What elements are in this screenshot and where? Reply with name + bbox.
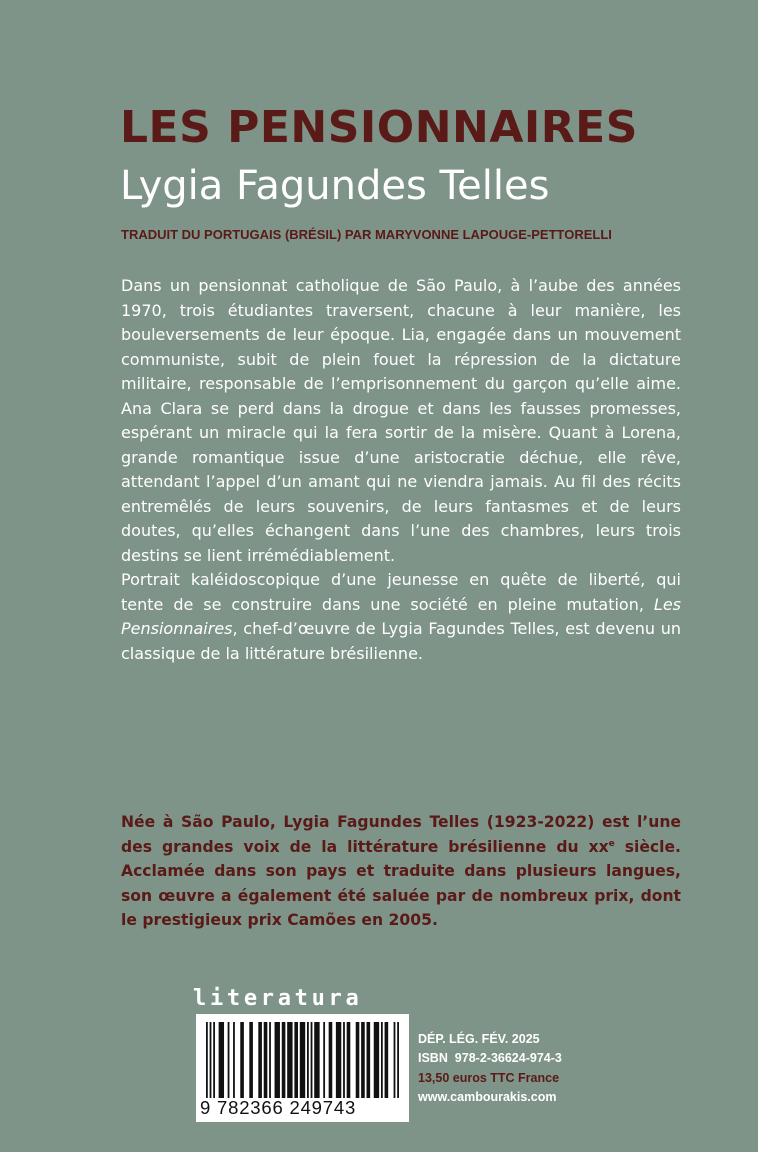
barcode-bar xyxy=(300,1022,305,1098)
barcode-bars xyxy=(206,1022,399,1098)
barcode-bar xyxy=(329,1022,333,1098)
author-bio xyxy=(121,810,681,933)
barcode-bar xyxy=(294,1022,298,1098)
barcode-bar xyxy=(269,1022,271,1098)
summary-book-title: Les Pensionnaires xyxy=(121,594,681,638)
isbn-number: ISBN 978-2-36624-974-3 xyxy=(418,1051,562,1066)
barcode-bar xyxy=(228,1022,230,1098)
price: 13,50 euros TTC France xyxy=(418,1070,560,1085)
barcode-bar xyxy=(282,1022,286,1098)
barcode-bar xyxy=(249,1022,253,1098)
barcode-bar xyxy=(219,1022,224,1098)
isbn-barcode xyxy=(196,1014,409,1122)
book-title: LES PENSIONNAIRES xyxy=(120,102,638,153)
barcode-bar xyxy=(361,1022,365,1098)
barcode-bar xyxy=(374,1022,379,1098)
barcode-bar xyxy=(314,1022,319,1098)
bio-text: siècle. Acclamée dans son pays et traduite dans plusieurs langues, son œuvre a également été saluée par de nombreux prix, dont le prestigieux prix Camões en 2005. xyxy=(121,837,681,929)
barcode-bar xyxy=(367,1022,371,1098)
legal-deposit: DÉP. LÉG. FÉV. 2025 xyxy=(418,1032,540,1046)
barcode-bar xyxy=(206,1022,208,1098)
barcode-bar xyxy=(264,1022,268,1098)
book-author: Lygia Fagundes Telles xyxy=(120,163,550,209)
barcode-bar xyxy=(356,1022,360,1098)
summary-paragraph-1: Dans un pensionnat catholique de São Paulo, à l’aube des années 1970, trois étudiantes traversent, chacune à leur manière, les bouleversements de leur époque. Lia, engagée dans un mouvement communiste, subit de plein fouet la répression de la dictature militaire, responsable de l’emprisonnement du garçon qu’elle aime. Ana Clara se perd dans la drogue et dans les fausses promesses, espérant un miracle qui la fera sortir de la misère. Quant à Lorena, grande romantique issue d’une aristocratie déchue, elle rêve, attendant l’appel d’un amant qui ne viendra jamais. Au fil des récits entremêlés de leurs souvenirs, de leurs fantasmes et de leurs doutes, qu’elles échangent dans l’une des chambres, leurs trois destins se lient irrémédiablement. xyxy=(121,276,681,565)
barcode-bar xyxy=(347,1022,351,1098)
barcode-bar xyxy=(323,1022,325,1098)
bio-superscript: e xyxy=(608,838,615,849)
bio-text: Née à São Paulo, Lygia Fagundes Telles (1923-2022) est l’une des grandes voix de la littérature brésilienne du xx xyxy=(121,813,681,856)
barcode-bar xyxy=(275,1022,280,1098)
barcode-bar xyxy=(311,1022,313,1098)
summary-text: , chef-d’œuvre de Lygia Fagundes Telles, est devenu un classique de la littérature brésilienne. xyxy=(121,619,681,663)
barcode-bar xyxy=(210,1022,212,1098)
barcode-bar xyxy=(397,1022,399,1098)
barcode-bar xyxy=(307,1022,309,1098)
legal-info xyxy=(418,1030,658,1107)
barcode-bar xyxy=(343,1022,345,1098)
publisher-website: www.cambourakis.com xyxy=(418,1089,557,1104)
barcode-bar xyxy=(233,1022,235,1098)
barcode-bar xyxy=(287,1022,292,1098)
barcode-bar xyxy=(336,1022,341,1098)
translator-credit: TRADUIT DU PORTUGAIS (BRÉSIL) PAR MARYVONNE LAPOUGE-PETTORELLI xyxy=(121,227,612,242)
barcode-bar xyxy=(385,1022,389,1098)
collection-name: literatura xyxy=(193,986,363,1011)
book-summary xyxy=(121,274,681,666)
summary-text: Portrait kaléidoscopique d’une jeunesse en quête de liberté, qui tente de se construire dans une société en pleine mutation, xyxy=(121,570,681,614)
barcode-bar xyxy=(240,1022,244,1098)
barcode-bar xyxy=(381,1022,383,1098)
barcode-bar xyxy=(394,1022,396,1098)
barcode-bar xyxy=(258,1022,262,1098)
summary-paragraph-2 xyxy=(121,568,681,666)
barcode-digits: 9 782366 249743 xyxy=(200,1097,357,1118)
barcode-bar xyxy=(213,1022,215,1098)
